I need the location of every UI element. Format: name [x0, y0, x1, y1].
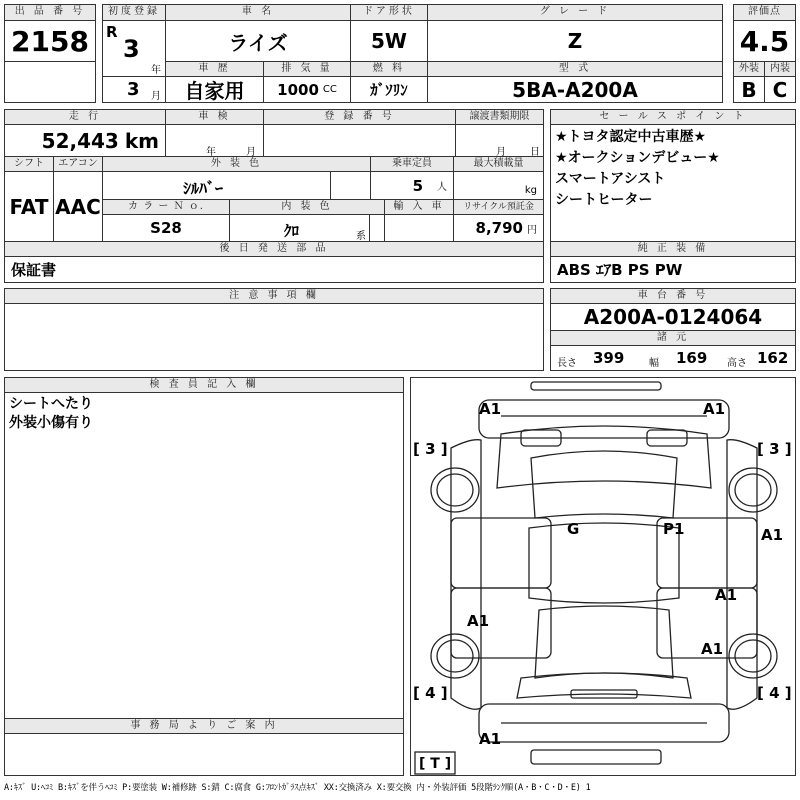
- width-value: 169: [676, 349, 708, 367]
- door-type: 5W: [350, 20, 428, 62]
- first-registration-year: [102, 20, 166, 77]
- capacity: 5: [412, 176, 423, 195]
- transfer-month-unit: 月: [496, 147, 506, 157]
- max-load-cell: [453, 171, 544, 200]
- height-value: 162: [757, 349, 789, 367]
- lot-number: 2158: [4, 20, 96, 62]
- damage-diagram: [410, 377, 796, 776]
- fuel: ｶﾞｿﾘﾝ: [350, 76, 428, 103]
- max-load-unit: kg: [524, 185, 537, 196]
- displacement-cell: [263, 76, 351, 103]
- sales-points: [550, 124, 796, 242]
- air-conditioner: AAC: [53, 171, 103, 242]
- inspection-month-unit: 月: [246, 147, 256, 157]
- mark-rear: A1: [479, 730, 502, 748]
- office-notice-label: 事 務 局 よ り ご 案 内: [4, 718, 404, 734]
- car-name-label: 車 名: [165, 4, 351, 21]
- notes-label: 注 意 事 項 欄: [4, 288, 544, 304]
- color-number: S28: [102, 214, 230, 242]
- inspector-note: シートへたり: [9, 396, 93, 412]
- interior-grade: C: [764, 76, 796, 103]
- car-outline: [411, 378, 796, 776]
- registration-number-label: 登 録 番 号: [263, 109, 456, 125]
- mark-roof: P1: [663, 520, 685, 538]
- notes-area: [4, 303, 544, 371]
- first-registration-label: 初度登録: [102, 4, 166, 21]
- chassis-label: 車 台 番 号: [550, 288, 796, 304]
- inspection-label: 車 検: [165, 109, 264, 125]
- mark-front-left: A1: [479, 400, 502, 418]
- car-name: ライズ: [165, 20, 351, 62]
- mark-spare-tire: [ T ]: [419, 756, 452, 772]
- transfer-day-unit: 日: [530, 147, 540, 157]
- import-value: [384, 214, 454, 242]
- chassis-number: A200A-0124064: [550, 303, 796, 331]
- sales-point-item: ★トヨタ認定中古車歴★: [555, 129, 707, 145]
- shift: FAT: [4, 171, 54, 242]
- interior-color-unit: 系: [356, 231, 366, 242]
- equipment: ABS ｴｱB PS PW: [550, 256, 796, 283]
- mileage-unit: km: [124, 128, 159, 153]
- interior-color-label: 内 装 色: [229, 199, 385, 215]
- vehicle-history: 自家用: [165, 76, 264, 103]
- sales-point-item: ★オークションデビュー★: [555, 150, 720, 166]
- equipment-label: 純 正 装 備: [550, 241, 796, 257]
- mileage: 52,443: [41, 128, 119, 153]
- import-label: 輸 入 車: [384, 199, 454, 215]
- mark-front-right: A1: [703, 400, 726, 418]
- score-label: 評価点: [733, 4, 796, 21]
- mileage-cell: [4, 124, 166, 157]
- legend-footer: A:ｷｽﾞ U:ﾍｺﾐ B:ｷｽﾞを伴うﾍｺﾐ P:要塗装 W:補修跡 S:錆 C:腐食 G:ﾌﾛﾝﾄｶﾞﾗｽ点ｷｽﾞ XX:交換済み X:要交換 内・外装評価 5段階ﾗﾝｸ順(A・B・C・D・E) 1: [4, 783, 591, 793]
- interior-color-cell: [229, 214, 370, 242]
- model-code: 5BA-A200A: [427, 76, 723, 103]
- capacity-unit: 人: [437, 182, 447, 193]
- era: R: [106, 23, 118, 41]
- recycle-fee: 8,790: [475, 219, 523, 237]
- office-notice: [4, 733, 404, 776]
- inspection-year-unit: 年: [206, 147, 216, 157]
- sales-point-item: スマートアシスト: [555, 171, 666, 187]
- registration-year: 3: [123, 35, 140, 63]
- inspector-note: 外装小傷有り: [9, 415, 93, 431]
- mark-tire-rear-left: [ 4 ]: [413, 684, 448, 702]
- capacity-cell: [370, 171, 454, 200]
- lot-number-blank: [4, 61, 96, 103]
- model-label: 型 式: [427, 61, 723, 77]
- inspection-date: [165, 124, 264, 157]
- recycle-cell: [453, 214, 544, 242]
- displacement-label: 排 気 量: [263, 61, 351, 77]
- interior-label: 内装: [764, 61, 796, 77]
- transfer-doc-label: 譲渡書類期限: [455, 109, 544, 125]
- length-label: 長さ: [557, 358, 577, 369]
- interior-color: ｸﾛ: [284, 222, 300, 240]
- mark-tire-rear-right: [ 4 ]: [757, 684, 792, 702]
- exterior-color-blank: [330, 171, 371, 200]
- history-label: 車 歴: [165, 61, 264, 77]
- mark-glass: G: [567, 520, 580, 538]
- year-unit: 年: [151, 65, 161, 76]
- deferred-parts: 保証書: [4, 256, 544, 283]
- first-registration-month: [102, 76, 166, 103]
- mark-right-quarter: A1: [701, 640, 724, 658]
- sales-points-label: セ ー ル ス ポ イ ン ト: [550, 109, 796, 125]
- exterior-grade: B: [733, 76, 765, 103]
- sales-point-item: シートヒーター: [555, 192, 653, 208]
- lot-number-label: 出 品 番 号: [4, 4, 96, 21]
- deferred-parts-label: 後 日 発 送 部 品: [4, 241, 544, 257]
- grade: Z: [427, 20, 723, 62]
- color-number-label: カ ラ ー Ｎ ｏ.: [102, 199, 230, 215]
- exterior-color-label: 外 装 色: [102, 156, 371, 172]
- registration-number: [263, 124, 456, 157]
- shift-label: シフト: [4, 156, 54, 172]
- length-value: 399: [593, 349, 625, 367]
- mark-left-rear-door: A1: [467, 612, 490, 630]
- exterior-color-cell: [102, 171, 331, 200]
- mark-tire-front-left: [ 3 ]: [413, 440, 448, 458]
- inspector-notes: [4, 392, 404, 719]
- displacement-unit: CC: [322, 84, 337, 95]
- grade-label: グ レ ー ド: [427, 4, 723, 21]
- fuel-label: 燃 料: [350, 61, 428, 77]
- recycle-label: リサイクル預託金: [453, 199, 544, 215]
- max-load-label: 最大積載量: [453, 156, 544, 172]
- ac-label: エアコン: [53, 156, 103, 172]
- mark-right-rear-door: A1: [715, 586, 738, 604]
- recycle-unit: 円: [527, 224, 537, 236]
- transfer-doc-date: [455, 124, 544, 157]
- exterior-color: ｼﾙﾊﾞｰ: [183, 179, 224, 198]
- mileage-label: 走 行: [4, 109, 166, 125]
- registration-month: 3: [127, 79, 140, 100]
- height-label: 高さ: [727, 358, 747, 369]
- interior-color-blank: [369, 214, 385, 242]
- width-label: 幅: [649, 358, 659, 369]
- capacity-label: 乗車定員: [370, 156, 454, 172]
- month-unit: 月: [151, 91, 161, 102]
- displacement: 1000: [277, 80, 319, 99]
- inspector-notes-label: 検 査 員 記 入 欄: [4, 377, 404, 393]
- mark-right-door: A1: [761, 526, 784, 544]
- exterior-label: 外装: [733, 61, 765, 77]
- dimensions: [550, 345, 796, 371]
- dimensions-label: 諸 元: [550, 330, 796, 346]
- door-label: ドア形状: [350, 4, 428, 21]
- mark-tire-front-right: [ 3 ]: [757, 440, 792, 458]
- overall-score: 4.5: [733, 20, 796, 62]
